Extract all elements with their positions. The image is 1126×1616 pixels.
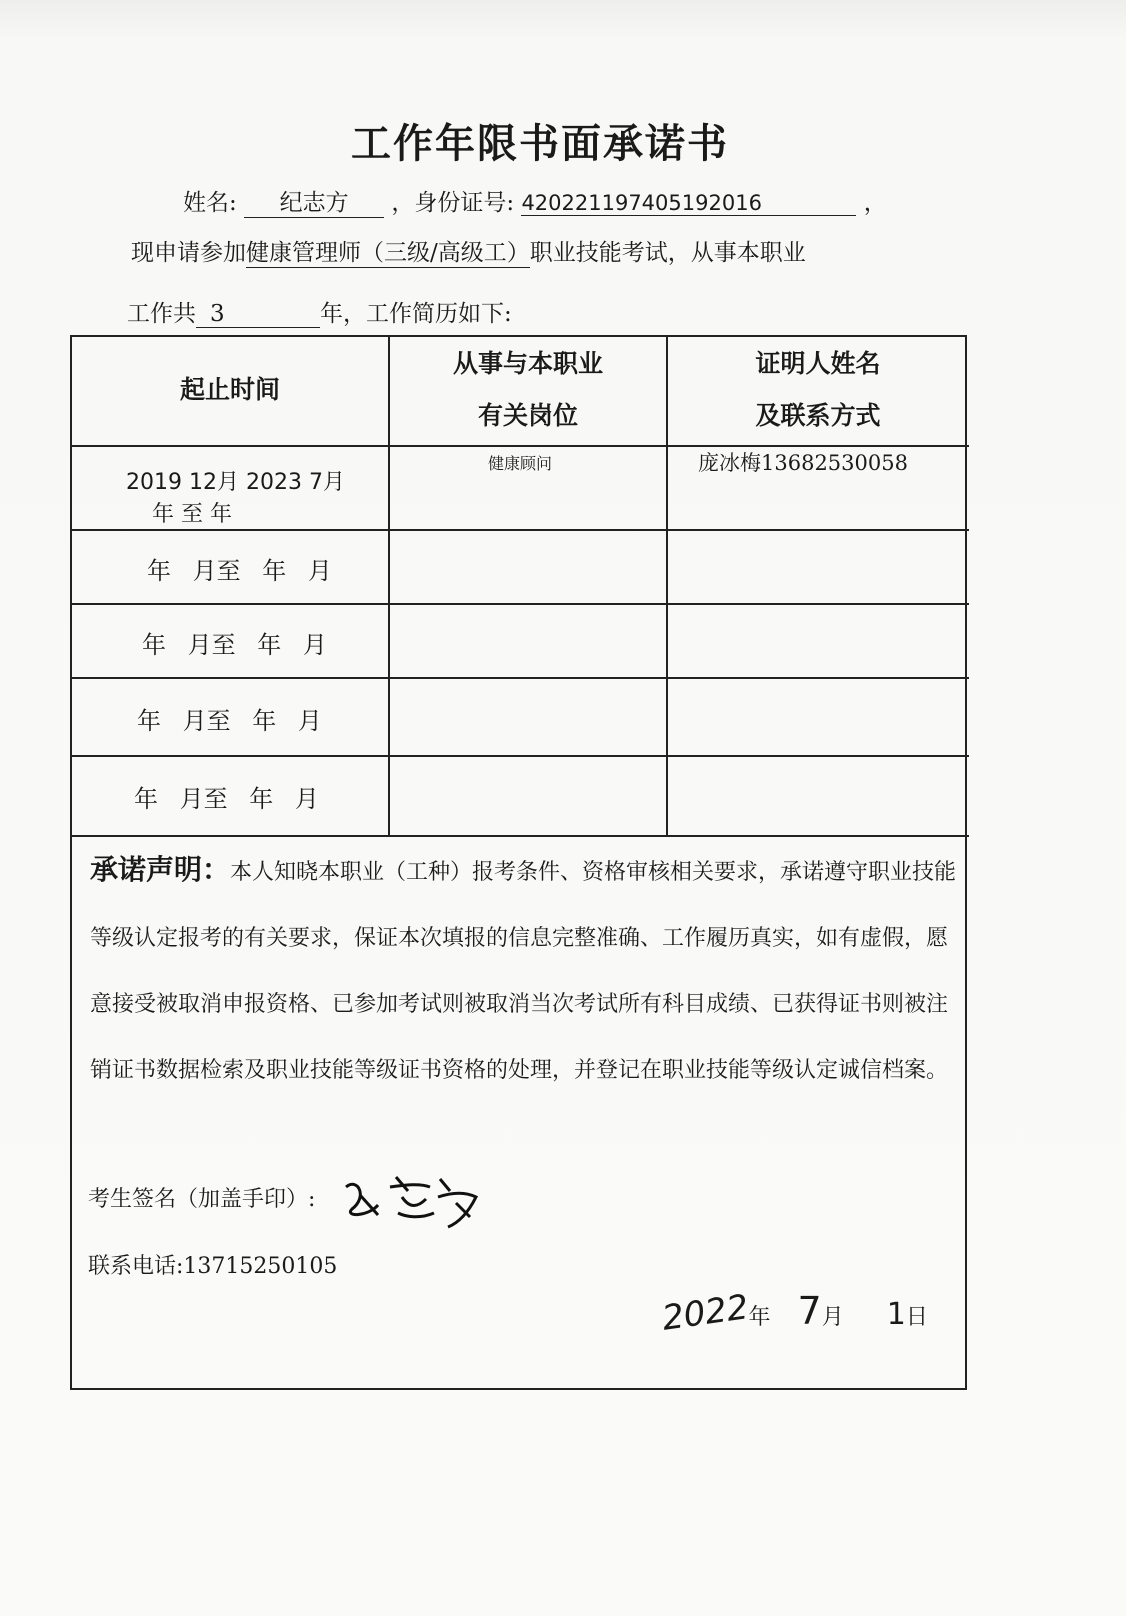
date-month-label: 月 — [821, 1305, 844, 1330]
row1-period-line1: 2019 12月 2023 7月 — [126, 470, 345, 495]
table-divider — [72, 529, 969, 531]
years-suffix: 年，工作简历如下: — [320, 301, 512, 327]
pledge-statement — [90, 837, 960, 1104]
row1-position: 健康顾问 — [488, 454, 553, 473]
header-witness-line1: 证明人姓名 — [755, 349, 881, 378]
handwritten-signature — [338, 1157, 488, 1241]
row1-witness: 庞冰梅13682530058 — [698, 451, 908, 475]
document-title: 工作年限书面承诺书 — [351, 121, 729, 167]
date-line — [659, 1287, 928, 1339]
pledge-lead: 承诺声明： — [90, 853, 231, 886]
date-month: 7 — [797, 1289, 822, 1333]
id-label: ，身份证号: — [391, 190, 515, 216]
date-year-label: 年 — [748, 1305, 771, 1330]
pledge-text: 本人知晓本职业（工种）报考条件、资格审核相关要求，承诺遵守职业技能等级认定报考的有关要求，保证本次填报的信息完整准确、工作履历真实，如有虚假，愿意接受被取消申报资格、已参加考试则被取消当次考试所有科目成绩、已获得证书则被注销证书数据检索及职业技能等级证书资格的处理，并登记在职业技能等级认定诚信档案。 — [90, 860, 957, 1083]
table-divider — [72, 755, 969, 757]
date-day: 1 — [886, 1297, 906, 1332]
years-line — [127, 295, 512, 328]
row2-period: 年 月至 年 月 — [147, 557, 332, 585]
name-line — [183, 184, 887, 218]
years-prefix: 工作共 — [127, 301, 196, 327]
signature-label: 考生签名（加盖手印）: — [88, 1187, 316, 1212]
apply-exam: 健康管理师（三级/高级工） — [246, 234, 530, 268]
apply-suffix: 职业技能考试，从事本职业 — [529, 240, 806, 266]
id-trail: ， — [863, 190, 887, 216]
row4-period: 年 月至 年 月 — [137, 707, 322, 735]
table-divider — [72, 677, 969, 679]
apply-line — [131, 234, 806, 268]
name-label: 姓名: — [183, 190, 237, 216]
table-divider — [72, 603, 969, 605]
header-witness-line2: 及联系方式 — [755, 401, 881, 430]
phone-line — [88, 1249, 337, 1280]
header-position-line1: 从事与本职业 — [452, 349, 603, 378]
date-year: 2022 — [659, 1287, 751, 1339]
years-value: 3 — [196, 301, 320, 328]
name-value: 纪志方 — [244, 184, 384, 218]
work-history-table — [70, 335, 967, 1390]
date-day-label: 日 — [905, 1305, 928, 1330]
row5-period: 年 月至 年 月 — [134, 785, 319, 813]
id-value: 420221197405192016 — [521, 191, 856, 216]
apply-prefix: 现申请参加 — [131, 240, 246, 266]
row1-period-line2: 年 至 年 — [152, 502, 232, 527]
header-period: 起止时间 — [179, 375, 280, 404]
phone-value: 13715250105 — [183, 1254, 338, 1279]
phone-label: 联系电话: — [88, 1254, 184, 1279]
header-position-line2: 有关岗位 — [477, 401, 578, 430]
signature-glyphs — [338, 1157, 488, 1237]
row3-period: 年 月至 年 月 — [142, 631, 327, 659]
